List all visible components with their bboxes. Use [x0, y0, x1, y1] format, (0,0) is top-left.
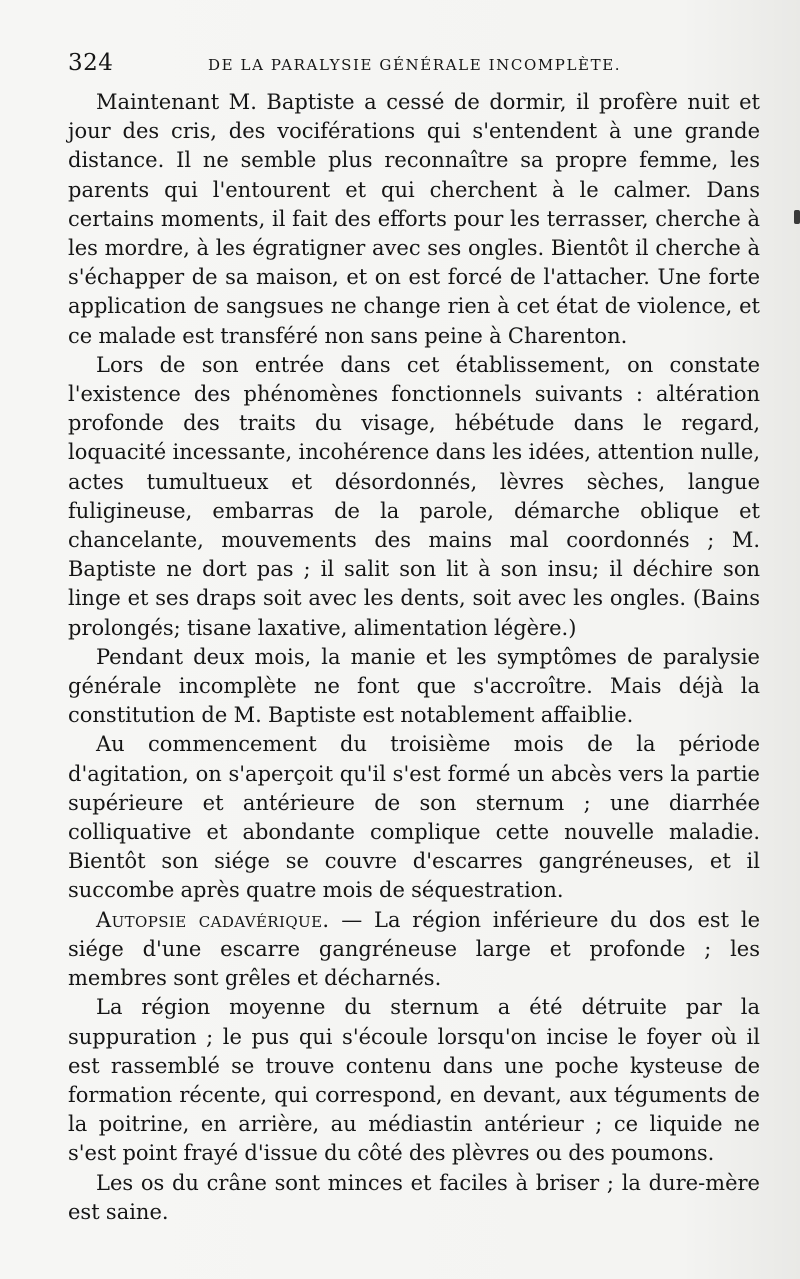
paragraph-7: [68, 1169, 760, 1227]
paragraph-4: [68, 730, 760, 905]
paragraph-text: Maintenant M. Baptiste a cessé de dormir, il profère nuit et jour des cris, des vociférations qui s'entendent à une grande distance. Il ne semble plus reconnaître sa propre femme, les parents qui l'entourent et qui cherchent à le calmer. Dans certains moments, il fait des efforts pour les terrasser, cherche à les mordre, à les égratigner avec ses ongles. Bientôt il cherche à s'échapper de sa maison, et on est forcé de l'attacher. Une forte application de sangsues ne change rien à cet état de violence, et ce malade est transféré non sans peine à Charenton.: [68, 90, 760, 348]
page-number: 324: [68, 50, 114, 76]
paragraph-text: — La région inférieure du dos est le siége d'une escarre gangréneuse large et profonde ; les membres sont grêles et décharnés.: [68, 907, 761, 991]
paragraph-text: La région moyenne du sternum a été détruite par la suppuration ; le pus qui s'écoule lorsqu'on incise le foyer où il est rassemblé se trouve contenu dans une poche kysteuse de formation récente, qui correspond, en devant, aux téguments de la poitrine, en arrière, au médiastin antérieur ; ce liquide ne s'est point frayé d'issue du côté des plèvres ou des poumons.: [68, 995, 760, 1166]
page-header: [68, 50, 740, 82]
paragraph-5: [68, 906, 760, 994]
paragraph-1: [68, 88, 760, 351]
page-edge-mark: [794, 210, 800, 224]
paragraph-6: [68, 993, 760, 1168]
running-title: DE LA PARALYSIE GÉNÉRALE INCOMPLÈTE.: [208, 56, 622, 74]
paragraph-text: Pendant deux mois, la manie et les symptômes de paralysie générale incomplète ne font que s'accroître. Mais déjà la constitution de M. Baptiste est notablement affaiblie.: [68, 644, 760, 728]
paragraph-2: [68, 351, 760, 643]
paragraph-text: Les os du crâne sont minces et faciles à briser ; la dure-mère est saine.: [68, 1170, 760, 1224]
body-text: [68, 88, 760, 1227]
section-lead: Autopsie cadavérique.: [96, 907, 330, 932]
paragraph-3: [68, 643, 760, 731]
paragraph-text: Lors de son entrée dans cet établissement, on constate l'existence des phénomènes fonctionnels suivants : altération profonde des traits du visage, hébétude dans le regard, loquacité incessante, incohérence dans les idées, attention nulle, actes tumultueux et désordonnés, lèvres sèches, langue fuligineuse, embarras de la parole, démarche oblique et chancelante, mouvements des mains mal coordonnés ; M. Baptiste ne dort pas ; il salit son lit à son insu; il déchire son linge et ses draps soit avec les dents, soit avec les ongles. (Bains prolongés; tisane laxative, alimentation légère.): [68, 352, 760, 640]
paragraph-text: Au commencement du troisième mois de la période d'agitation, on s'aperçoit qu'il s'est formé un abcès vers la partie supérieure et antérieure de son sternum ; une diarrhée colliquative et abondante complique cette nouvelle maladie. Bientôt son siége se couvre d'escarres gangréneuses, et il succombe après quatre mois de séquestration.: [68, 732, 760, 903]
